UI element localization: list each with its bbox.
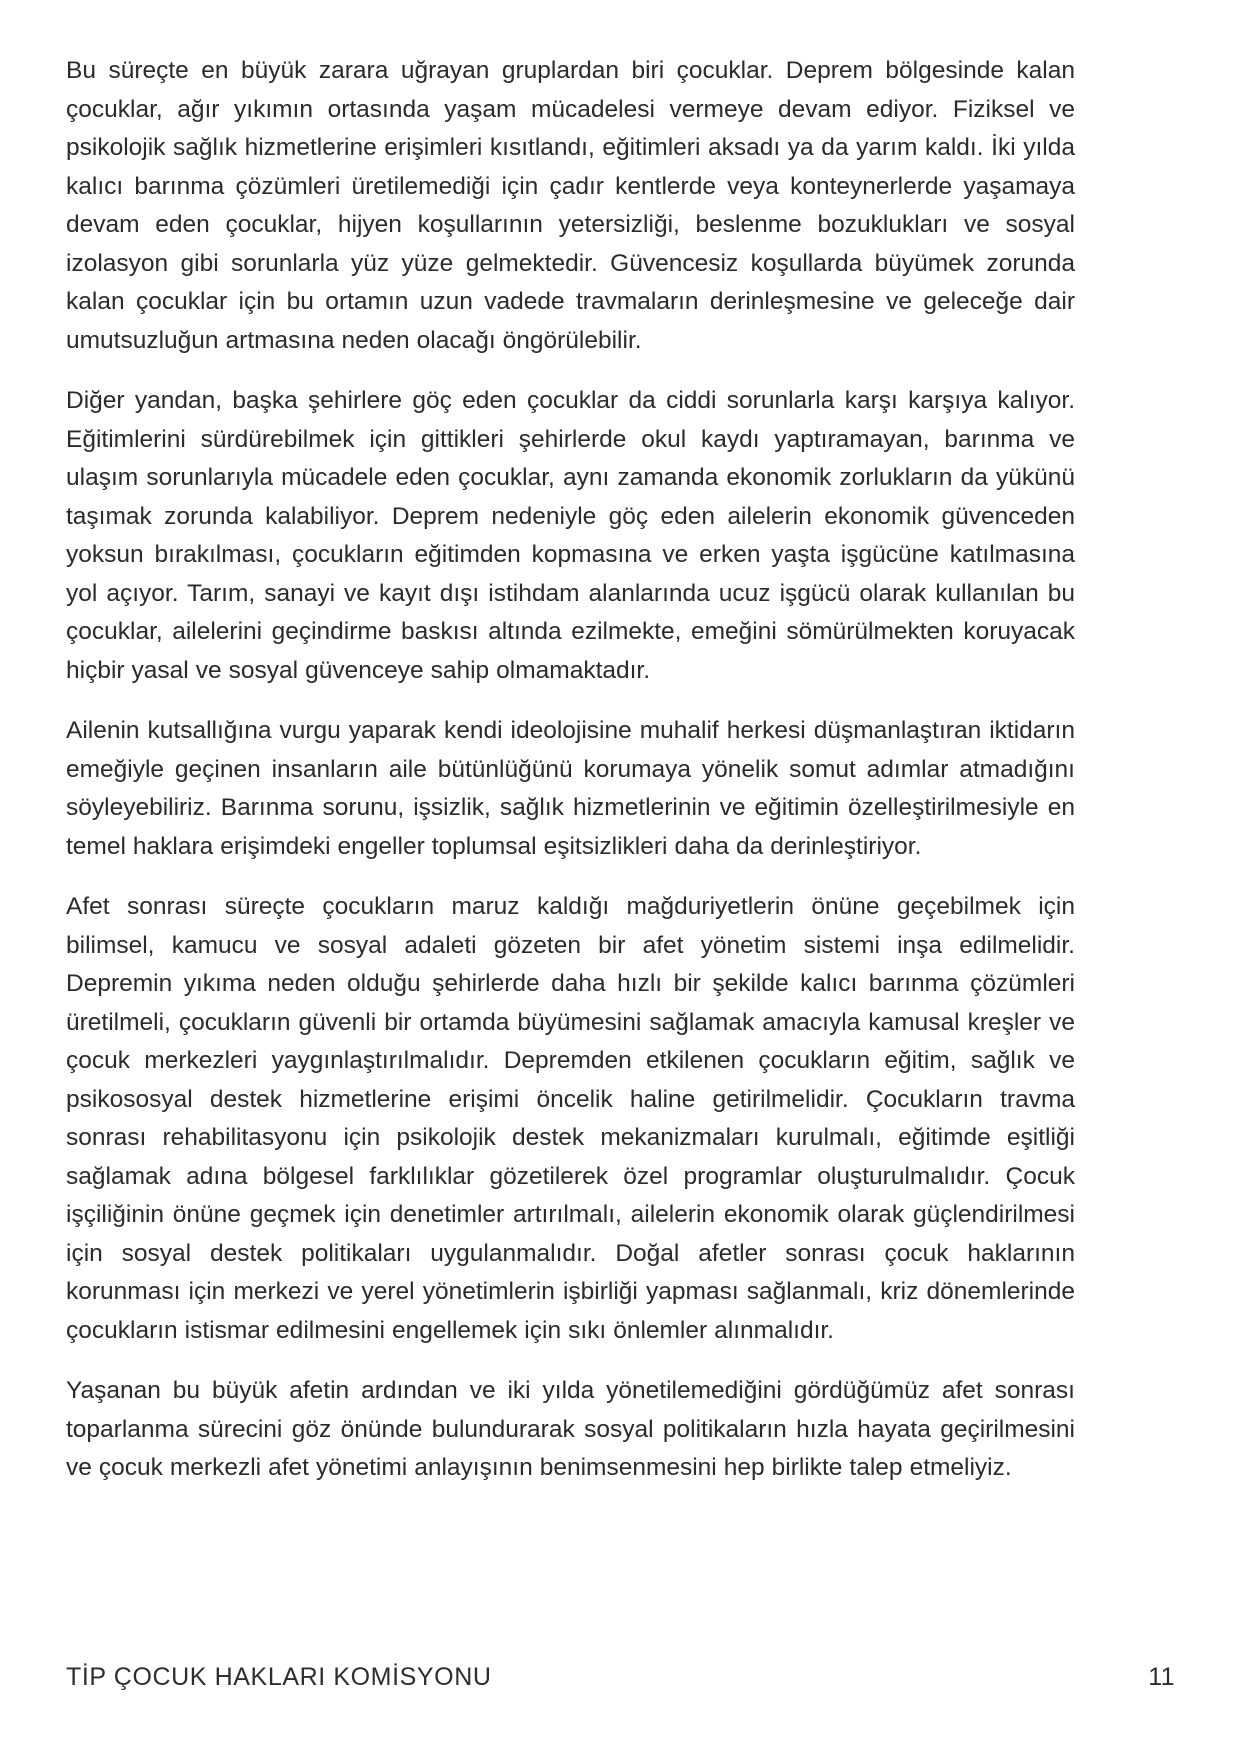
body-paragraph: Yaşanan bu büyük afetin ardından ve iki yılda yönetilemediğini gördüğümüz afet sonrası toparlanma sürecini göz önünde bulundurarak sosyal politikaların hızla hayata geçirilmesini ve çocuk merkezli afet yönetimi anlayışının benimsenmesini hep birlikte talep etmeliyiz.	[66, 1377, 1075, 1481]
page-body	[66, 52, 1075, 1488]
body-paragraph: Afet sonrası süreçte çocukların maruz kaldığı mağduriyetlerin önüne geçebilmek için bilimsel, kamucu ve sosyal adaleti gözeten bir afet yönetim sistemi inşa edilmelidir. Depremin yıkıma neden olduğu şehirlerde daha hızlı bir şekilde kalıcı barınma çözümleri üretilmeli, çocukların güvenli bir ortamda büyümesini sağlamak amacıyla kamusal kreşler ve çocuk merkezleri yaygınlaştırılmalıdır. Depremden etkilenen çocukların eğitim, sağlık ve psikososyal destek hizmetlerine erişimi öncelik haline getirilmelidir. Çocukların travma sonrası rehabilitasyonu için psikolojik destek mekanizmaları kurulmalı, eğitimde eşitliği sağlamak adına bölgesel farklılıklar gözetilerek özel programlar oluşturulmalıdır. Çocuk işçiliğinin önüne geçmek için denetimler artırılmalı, ailelerin ekonomik olarak güçlendirilmesi için sosyal destek politikaları uygulanmalıdır. Doğal afetler sonrası çocuk haklarının korunması için merkezi ve yerel yönetimlerin işbirliği yapması sağlanmalı, kriz dönemlerinde çocukların istismar edilmesini engellemek için sıkı önlemler alınmalıdır.	[66, 893, 1075, 1344]
footer-organization-name: TİP ÇOCUK HAKLARI KOMİSYONU	[66, 1663, 492, 1691]
body-paragraph: Diğer yandan, başka şehirlere göç eden çocuklar da ciddi sorunlarla karşı karşıya kalıyor. Eğitimlerini sürdürebilmek için gittikleri şehirlerde okul kaydı yaptıramayan, barınma ve ulaşım sorunlarıyla mücadele eden çocuklar, aynı zamanda ekonomik zorlukların da yükünü taşımak zorunda kalabiliyor. Deprem nedeniyle göç eden ailelerin ekonomik güvenceden yoksun bırakılması, çocukların eğitimden kopmasına ve erken yaşta işgücüne katılmasına yol açıyor. Tarım, sanayi ve kayıt dışı istihdam alanlarında ucuz işgücü olarak kullanılan bu çocuklar, ailelerini geçindirme baskısı altında ezilmekte, emeğini sömürülmekten koruyacak hiçbir yasal ve sosyal güvenceye sahip olmamaktadır.	[66, 387, 1075, 684]
page-number: 11	[1148, 1663, 1175, 1691]
body-paragraph: Ailenin kutsallığına vurgu yaparak kendi ideolojisine muhalif herkesi düşmanlaştıran iktidarın emeğiyle geçinen insanların aile bütünlüğünü korumaya yönelik somut adımlar atmadığını söyleyebiliriz. Barınma sorunu, işsizlik, sağlık hizmetlerinin ve eğitimin özelleştirilmesiyle en temel haklara erişimdeki engeller toplumsal eşitsizlikleri daha da derinleştiriyor.	[66, 717, 1075, 860]
body-paragraph: Bu süreçte en büyük zarara uğrayan gruplardan biri çocuklar. Deprem bölgesinde kalan çocuklar, ağır yıkımın ortasında yaşam mücadelesi vermeye devam ediyor. Fiziksel ve psikolojik sağlık hizmetlerine erişimleri kısıtlandı, eğitimleri aksadı ya da yarım kaldı. İki yılda kalıcı barınma çözümleri üretilemediği için çadır kentlerde veya konteynerlerde yaşamaya devam eden çocuklar, hijyen koşullarının yetersizliği, beslenme bozuklukları ve sosyal izolasyon gibi sorunlarla yüz yüze gelmektedir. Güvencesiz koşullarda büyümek zorunda kalan çocuklar için bu ortamın uzun vadede travmaların derinleşmesine ve geleceğe dair umutsuzluğun artmasına neden olacağı öngörülebilir.	[66, 57, 1075, 354]
page-footer	[66, 1662, 1175, 1692]
